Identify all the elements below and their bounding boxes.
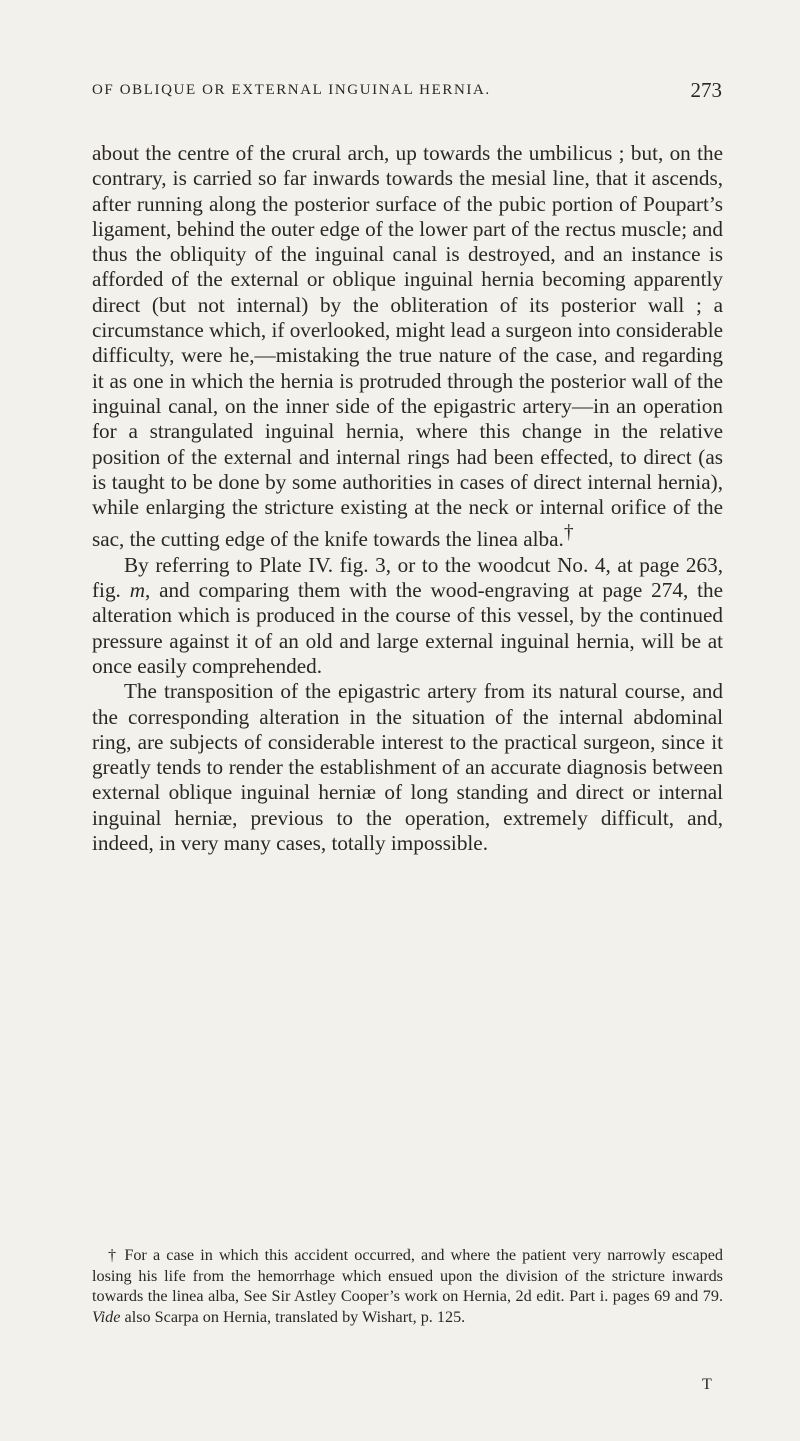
running-title: OF OBLIQUE OR EXTERNAL INGUINAL HERNIA.: [92, 82, 491, 98]
paragraph-1-text: about the centre of the crural arch, up towards the umbilicus ; but, on the contrary, is carried so far inwards towards the mesial line, that it ascends, after running along the posterior surface of the pubic portion of Poupart’s ligament, behind the outer edge of the lower part of the rectus muscle; and thus the obliquity of the inguinal canal is destroyed, and an instance is afforded of the external or oblique inguinal hernia becoming apparently direct (but not internal) by the obliteration of its posterior wall ; a circumstance which, if overlooked, might lead a surgeon into considerable difficulty, were he,—mistaking the true nature of the case, and regarding it as one in which the hernia is protruded through the posterior wall of the inguinal canal, on the inner side of the epigastric artery—in an operation for a strangulated inguinal hernia, where this change in the relative position of the external and internal rings had been effected, to direct (as is taught to be done by some authorities in cases of direct internal hernia), while enlarging the stricture existing at the neck or internal orifice of the sac, the cutting edge of the knife towards the linea alba.: [92, 141, 723, 552]
paragraph-2-text-a: By referring to Plate IV. fig. 3, or to the woodcut No. 4, at page 263, fig.: [92, 552, 723, 603]
paragraph-2-text-b: , and comparing them with the wood-engraving at page 274, the alteration which is produced in the course of this vessel, by the continued pressure against it of an old and large external inguinal hernia, will be at once easily comprehended.: [92, 578, 723, 678]
paragraph-2-italic: m: [129, 578, 145, 603]
footnote-reference-mark: †: [563, 522, 574, 544]
footnote-text-b: also Scarpa on Hernia, translated by Wishart, p. 125.: [120, 1307, 466, 1326]
paragraph-3: The transposition of the epigastric artery from its natural course, and the corresponding alteration in the situation of the internal abdominal ring, are subjects of considerable interest to the practical surgeon, since it greatly tends to render the establishment of an accurate diagnosis between external oblique inguinal herniæ of long standing and direct or internal inguinal herniæ, previous to the operation, extremely difficult, and, indeed, in very many cases, totally impossible.: [92, 679, 723, 856]
page-number: 273: [690, 78, 722, 102]
footnote-text-a: For a case in which this accident occurred, and where the patient very narrowly escaped losing his life from the hemorrhage which ensued upon the division of the stricture inwards towards the linea alba, See Sir Astley Cooper’s work on Hernia, 2d edit. Part i. pages 69 and 79.: [92, 1246, 724, 1305]
main-text: [92, 141, 723, 856]
running-header: [92, 78, 722, 110]
footnote-mark: †: [108, 1246, 119, 1264]
paragraph-1: [92, 141, 723, 553]
footnote-italic: Vide: [92, 1307, 121, 1326]
signature-mark: T: [702, 1376, 712, 1393]
footnote: [92, 1245, 723, 1327]
paragraph-2: [92, 553, 723, 679]
